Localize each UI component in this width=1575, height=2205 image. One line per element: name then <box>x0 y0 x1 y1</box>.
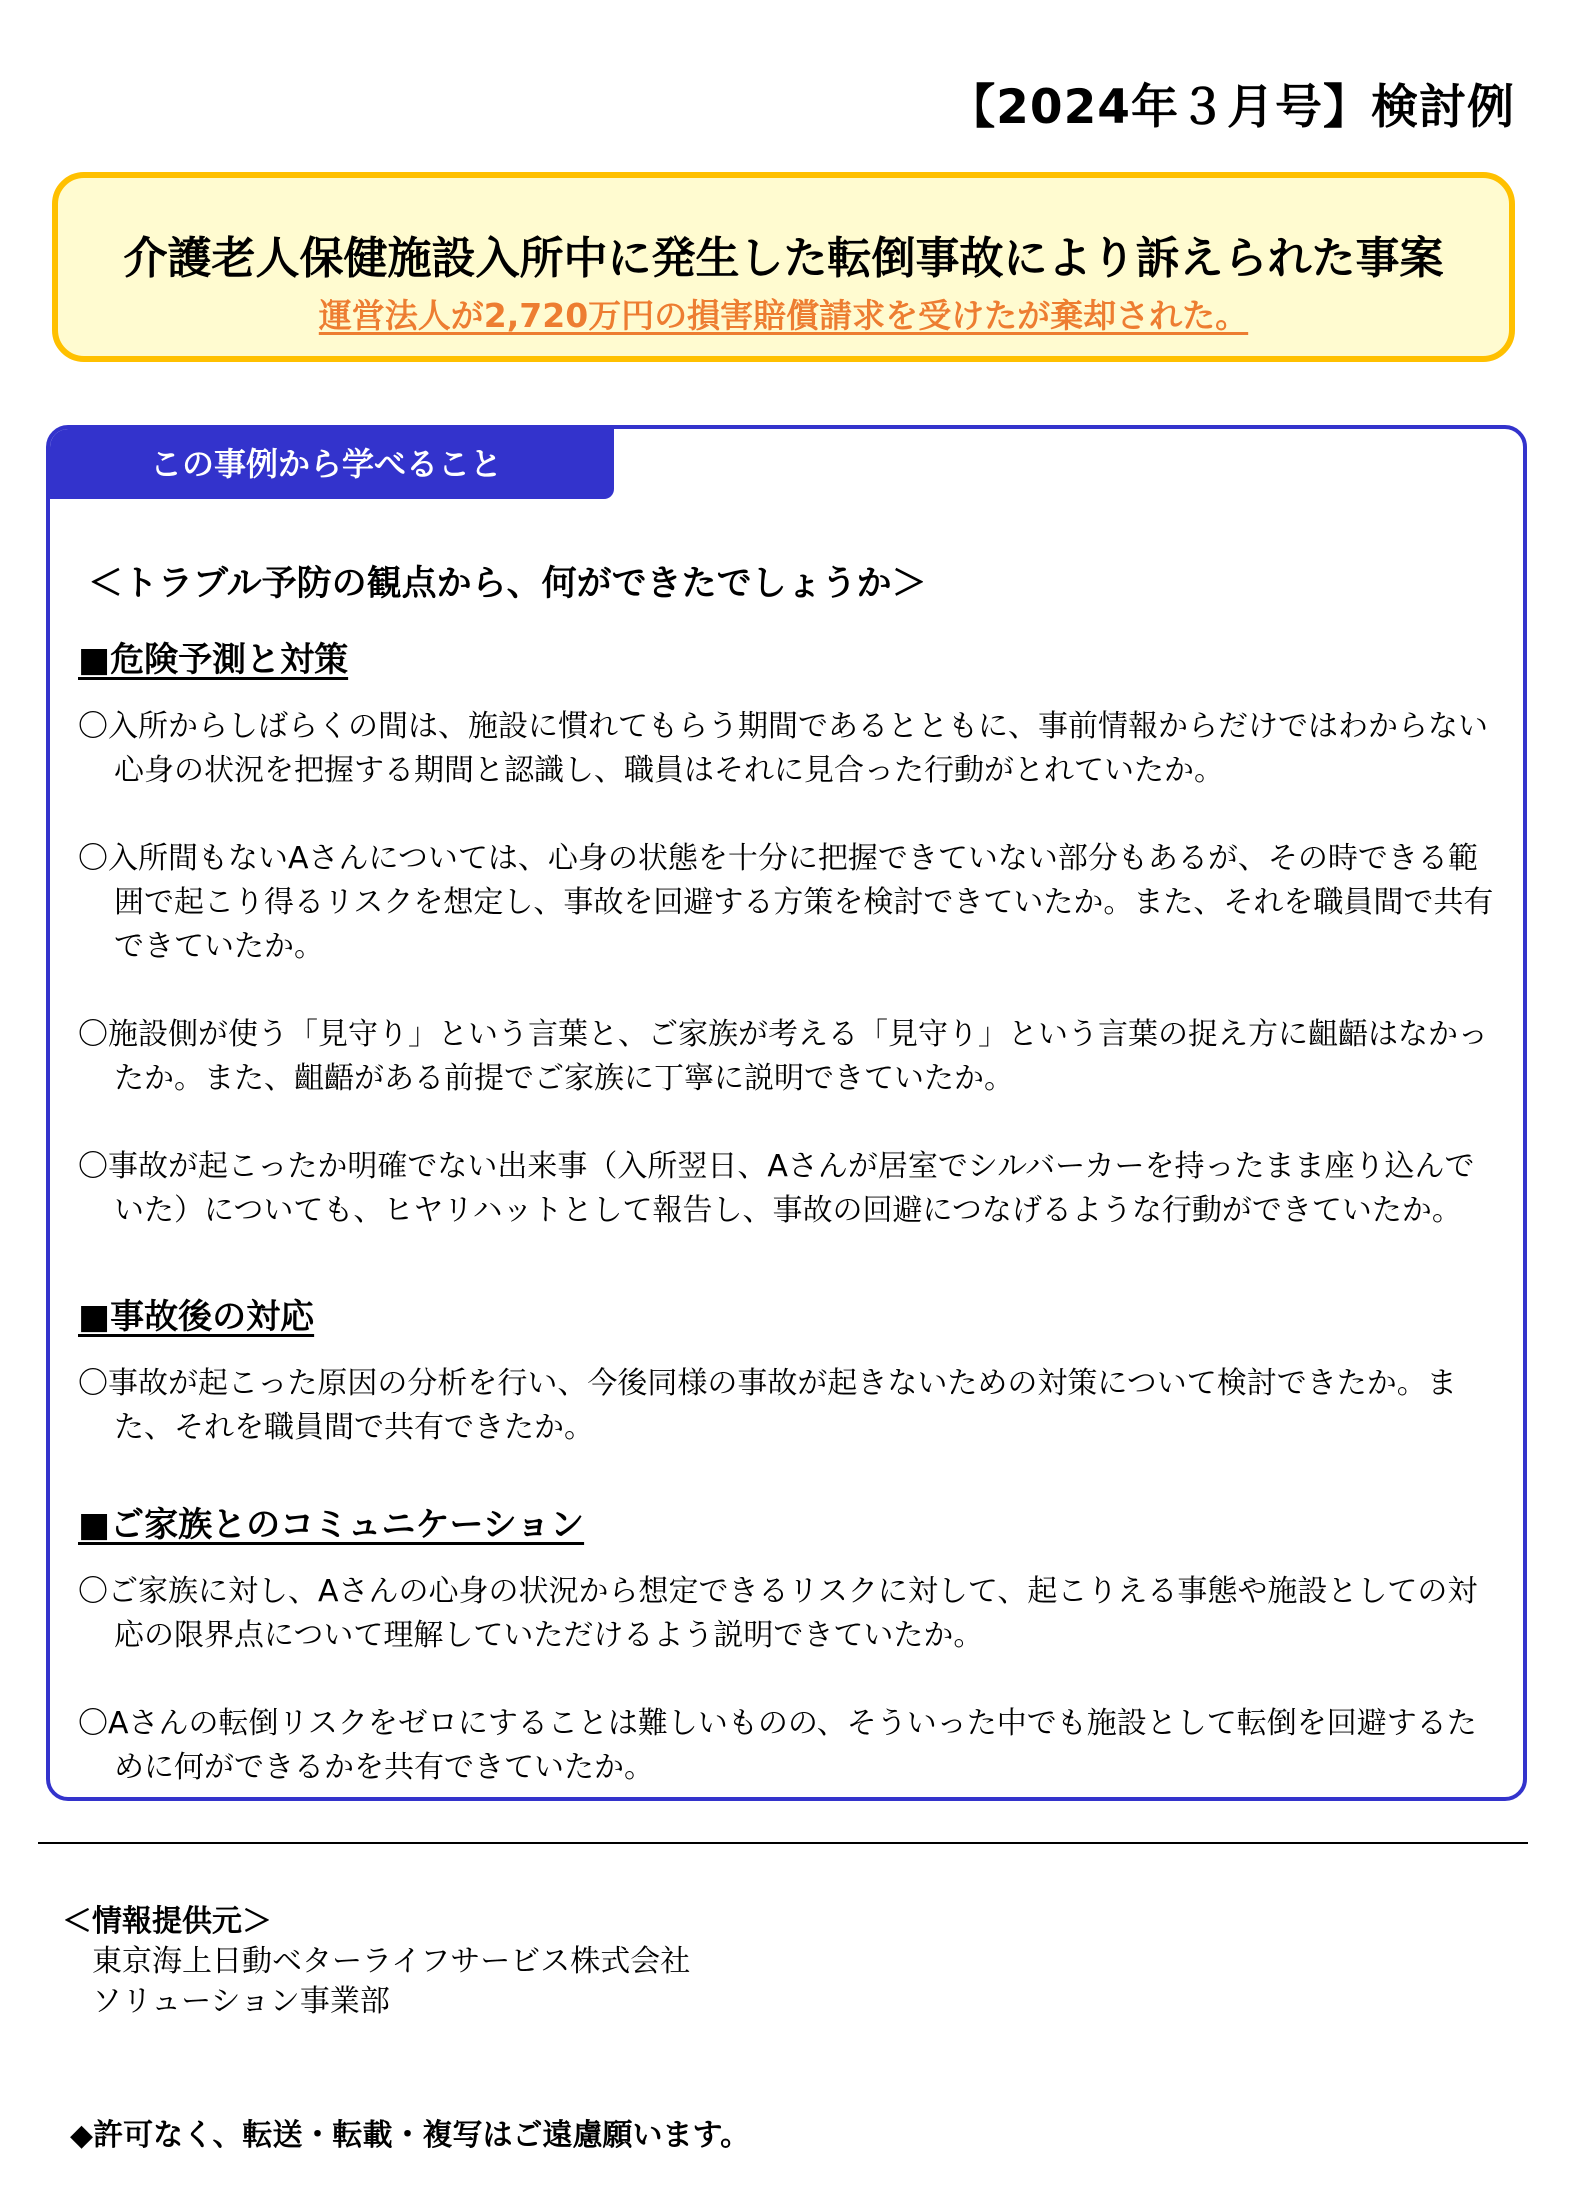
source-department: ソリューション事業部 <box>92 1984 390 2019</box>
section-risk-prediction <box>78 632 1503 1233</box>
list-item: 〇入所からしばらくの間は、施設に慣れてもらう期間であるとともに、事前情報からだけではわからない心身の状況を把握する期間と認識し、職員はそれに見合った行動がとれていたか。 <box>78 709 1488 788</box>
section-family-communication <box>78 1497 1503 1790</box>
list-item: 〇ご家族に対し、Aさんの心身の状況から想定できるリスクに対して、起こりえる事態や施設としての対応の限界点について理解していただけるよう説明できていたか。 <box>78 1574 1478 1653</box>
issue-title: 【2024年３月号】検討例 <box>948 80 1515 135</box>
source-label: ＜情報提供元＞ <box>62 1904 272 1939</box>
source-company: 東京海上日動ベターライフサービス株式会社 <box>92 1944 691 1979</box>
list-item: 〇事故が起こったか明確でない出来事（入所翌日、Aさんが居室でシルバーカーを持ったまま座り込んでいた）についても、ヒヤリハットとして報告し、事故の回避につなげるような行動ができていたか。 <box>78 1149 1475 1228</box>
lessons-box <box>46 425 1527 1801</box>
headline-title: 介護老人保健施設入所中に発生した転倒事故により訴えられた事案 <box>123 233 1444 284</box>
headline-box <box>52 172 1515 362</box>
list-item: 〇事故が起こった原因の分析を行い、今後同様の事故が起きないための対策について検討できたか。また、それを職員間で共有できたか。 <box>78 1366 1457 1445</box>
list-item: 〇入所間もないAさんについては、心身の状態を十分に把握できていない部分もあるが、その時できる範囲で起こり得るリスクを想定し、事故を回避する方策を検討できていたか。また、それを職員間で共有できていたか。 <box>78 841 1494 964</box>
lessons-question: ＜トラブル予防の観点から、何ができたでしょうか＞ <box>88 564 927 604</box>
list-item: 〇Aさんの転倒リスクをゼロにすることは難しいものの、そういった中でも施設として転倒を回避するために何ができるかを共有できていたか。 <box>78 1706 1477 1785</box>
section-heading: ■危険予測と対策 <box>78 640 349 680</box>
divider <box>38 1842 1528 1844</box>
lessons-tab: この事例から学べること <box>50 429 614 499</box>
section-heading: ■事故後の対応 <box>78 1297 315 1337</box>
copyright-notice: ◆許可なく、転送・転載・複写はご遠慮願います。 <box>70 2118 751 2153</box>
info-source <box>62 1902 690 2022</box>
section-heading: ■ご家族とのコミュニケーション <box>78 1505 585 1545</box>
list-item: 〇施設側が使う「見守り」という言葉と、ご家族が考える「見守り」という言葉の捉え方に齟齬はなかったか。また、齟齬がある前提でご家族に丁寧に説明できていたか。 <box>78 1017 1488 1096</box>
headline-subtitle: 運営法人が2,720万円の損害賠償請求を受けたが棄却された。 <box>318 296 1249 335</box>
section-after-accident <box>78 1289 1503 1450</box>
